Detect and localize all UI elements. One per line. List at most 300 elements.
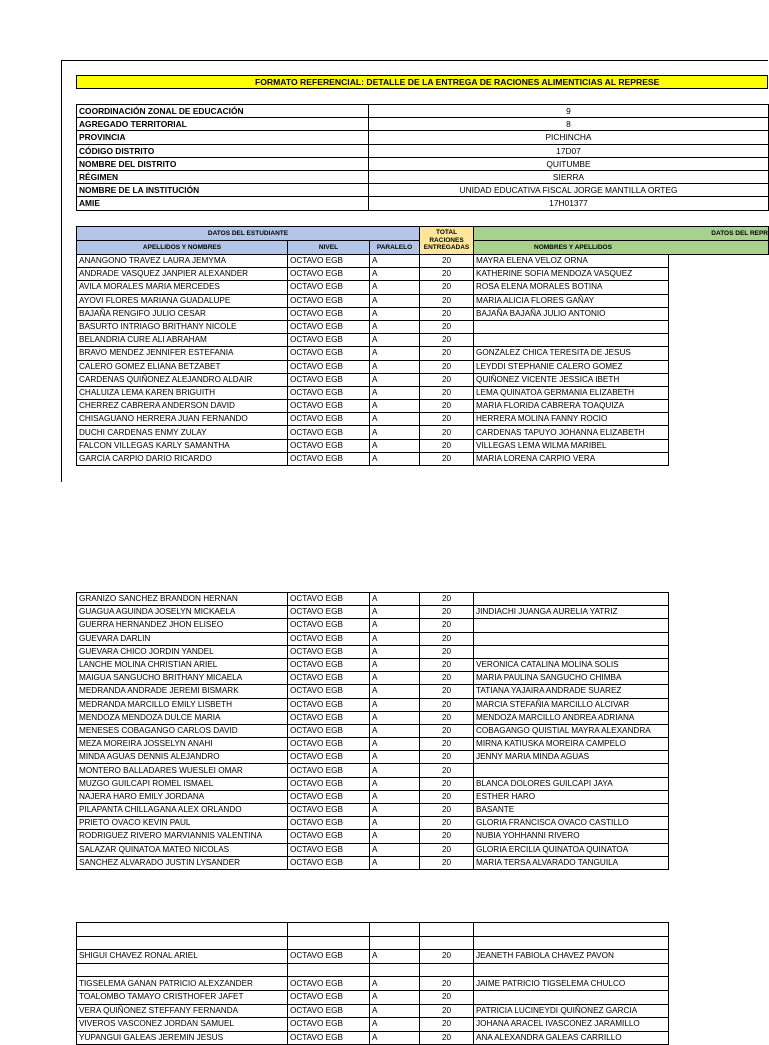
representative-name-cell[interactable]: NUBIA YOHHANNI RIVERO	[474, 830, 669, 843]
parallel-cell[interactable]: A	[370, 281, 420, 294]
student-table-page-2	[76, 592, 669, 870]
table-row	[77, 843, 669, 856]
parallel-cell[interactable]: A	[370, 1004, 420, 1018]
representative-name-cell[interactable]: MARIA PAULINA SANGUCHO CHIMBA	[474, 672, 669, 685]
level-cell[interactable]: OCTAVO EGB	[288, 439, 370, 452]
student-name-cell[interactable]: GUEVARA DARLIN	[77, 632, 288, 645]
representative-name-cell[interactable]: GLORIA FRANCISCA OVACO CASTILLO	[474, 817, 669, 830]
table-row	[77, 751, 669, 764]
representative-name-cell[interactable]: QUIÑONEZ VICENTE JESSICA IBETH	[474, 373, 669, 386]
representative-name-cell[interactable]: GONZALEZ CHICA TERESITA DE JESUS	[474, 347, 669, 360]
rations-total-cell[interactable]: 20	[420, 672, 474, 685]
representative-name-cell[interactable]	[474, 619, 669, 632]
parallel-cell[interactable]: A	[370, 593, 420, 606]
info-value[interactable]: QUITUMBE	[369, 157, 769, 170]
parallel-column-header: PARALELO	[370, 241, 420, 255]
table-row	[77, 426, 669, 439]
representative-name-cell[interactable]: LEYDDI STEPHANIE CALERO GOMEZ	[474, 360, 669, 373]
rations-total-cell[interactable]: 20	[420, 856, 474, 869]
parallel-cell[interactable]: A	[370, 606, 420, 619]
rations-total-cell[interactable]: 20	[420, 1018, 474, 1032]
level-cell[interactable]: OCTAVO EGB	[288, 426, 370, 439]
level-cell[interactable]: OCTAVO EGB	[288, 255, 370, 268]
level-cell[interactable]: OCTAVO EGB	[288, 738, 370, 751]
rations-total-cell[interactable]: 20	[420, 320, 474, 333]
parallel-cell[interactable]: A	[370, 645, 420, 658]
parallel-cell[interactable]: A	[370, 1018, 420, 1032]
table-row	[77, 963, 669, 977]
parallel-cell[interactable]	[370, 923, 420, 937]
student-data-group-header: DATOS DEL ESTUDIANTE	[77, 227, 420, 241]
parallel-cell[interactable]: A	[370, 632, 420, 645]
representative-name-cell[interactable]: JAIME PATRICIO TIGSELEMA CHULCO	[474, 977, 669, 991]
rations-total-cell[interactable]	[420, 923, 474, 937]
student-name-cell[interactable]: SALAZAR QUINATOA MATEO NICOLAS	[77, 843, 288, 856]
table-row	[77, 1018, 669, 1032]
representative-name-cell[interactable]	[474, 632, 669, 645]
rations-total-cell[interactable]: 20	[420, 830, 474, 843]
table-row	[77, 977, 669, 991]
student-name-cell[interactable]: MONTERO BALLADARES WUESLEI OMAR	[77, 764, 288, 777]
table-row	[77, 856, 669, 869]
representative-name-cell[interactable]: BASANTE	[474, 804, 669, 817]
form-title: FORMATO REFERENCIAL: DETALLE DE LA ENTREGA DE RACIONES ALIMENTICIAS AL REPRESE	[255, 77, 660, 87]
level-cell[interactable]: OCTAVO EGB	[288, 658, 370, 671]
info-value[interactable]: 17D07	[369, 144, 769, 157]
level-cell[interactable]: OCTAVO EGB	[288, 360, 370, 373]
table-row	[77, 255, 669, 268]
level-cell[interactable]: OCTAVO EGB	[288, 830, 370, 843]
representative-name-cell[interactable]: GLORIA ERCILIA QUINATOA QUINATOA	[474, 843, 669, 856]
representative-name-cell[interactable]: JENNY MARIA MINDA AGUAS	[474, 751, 669, 764]
rations-total-cell[interactable]: 20	[420, 426, 474, 439]
representative-name-cell[interactable]	[474, 764, 669, 777]
representative-name-cell[interactable]: MARCIA STEFAÑIA MARCILLO ALCIVAR	[474, 698, 669, 711]
representative-name-cell[interactable]: HERRERA MOLINA FANNY ROCIO	[474, 413, 669, 426]
table-row	[77, 738, 669, 751]
parallel-cell[interactable]	[370, 963, 420, 977]
table-row	[77, 320, 669, 333]
parallel-cell[interactable]: A	[370, 817, 420, 830]
table-row	[77, 606, 669, 619]
rations-total-cell[interactable]: 20	[420, 1031, 474, 1045]
parallel-cell[interactable]: A	[370, 439, 420, 452]
rations-total-cell[interactable]: 20	[420, 764, 474, 777]
level-cell[interactable]: OCTAVO EGB	[288, 281, 370, 294]
representative-name-cell[interactable]	[474, 320, 669, 333]
rations-total-cell[interactable]: 20	[420, 777, 474, 790]
info-label[interactable]: COORDINACIÓN ZONAL DE EDUCACIÓN	[77, 105, 369, 118]
table-row	[77, 439, 669, 452]
rations-total-cell[interactable]	[420, 936, 474, 950]
info-label[interactable]: NOMBRE DEL DISTRITO	[77, 157, 369, 170]
parallel-cell[interactable]: A	[370, 658, 420, 671]
student-name-cell[interactable]: MENESES COBAGANGO CARLOS DAVID	[77, 724, 288, 737]
rations-total-cell[interactable]: 20	[420, 347, 474, 360]
student-name-cell[interactable]: GARCIA CARPIO DARIO RICARDO	[77, 452, 288, 465]
table-row	[77, 400, 669, 413]
representative-name-cell[interactable]: PATRICIA LUCINEYDI QUIÑONEZ GARCIA	[474, 1004, 669, 1018]
table-row	[77, 307, 669, 320]
student-name-cell[interactable]: CHISAGUANO HERRERA JUAN FERNANDO	[77, 413, 288, 426]
level-cell[interactable]: OCTAVO EGB	[288, 645, 370, 658]
level-cell[interactable]: OCTAVO EGB	[288, 413, 370, 426]
table-row	[77, 777, 669, 790]
rations-total-cell[interactable]: 20	[420, 738, 474, 751]
student-table-page-1	[76, 254, 669, 466]
student-name-cell[interactable]: GUEVARA CHICO JORDIN YANDEL	[77, 645, 288, 658]
student-name-cell[interactable]: BASURTO INTRIAGO BRITHANY NICOLE	[77, 320, 288, 333]
rations-total-cell[interactable]: 20	[420, 817, 474, 830]
level-cell[interactable]	[288, 936, 370, 950]
rations-total-cell[interactable]: 20	[420, 413, 474, 426]
student-name-cell[interactable]: MINDA AGUAS DENNIS ALEJANDRO	[77, 751, 288, 764]
info-label[interactable]: PROVINCIA	[77, 131, 369, 144]
student-name-cell[interactable]: YUPANGUI GALEAS JEREMIN JESUS	[77, 1031, 288, 1045]
info-label[interactable]: NOMBRE DE LA INSTITUCIÓN	[77, 184, 369, 197]
student-name-cell[interactable]: AYOVI FLORES MARIANA GUADALUPE	[77, 294, 288, 307]
table-row	[77, 268, 669, 281]
rations-total-cell[interactable]: 20	[420, 593, 474, 606]
parallel-cell[interactable]: A	[370, 843, 420, 856]
student-name-cell[interactable]	[77, 923, 288, 937]
info-value[interactable]: 8	[369, 118, 769, 131]
parallel-cell[interactable]: A	[370, 724, 420, 737]
representative-name-cell[interactable]: JEANETH FABIOLA CHAVEZ PAVON	[474, 950, 669, 964]
total-rations-header: TOTAL RACIONES ENTREGADAS	[420, 227, 474, 255]
parallel-cell[interactable]	[370, 936, 420, 950]
level-column-header: NIVEL	[288, 241, 370, 255]
info-value[interactable]: 17H01377	[369, 197, 769, 210]
level-cell[interactable]: OCTAVO EGB	[288, 977, 370, 991]
student-table-page-3	[76, 922, 669, 1045]
rations-total-cell[interactable]: 20	[420, 307, 474, 320]
table-row	[77, 632, 669, 645]
parallel-cell[interactable]: A	[370, 764, 420, 777]
level-cell[interactable]: OCTAVO EGB	[288, 843, 370, 856]
parallel-cell[interactable]: A	[370, 977, 420, 991]
names-column-header: APELLIDOS Y NOMBRES	[77, 241, 288, 255]
table-row	[77, 347, 669, 360]
level-cell[interactable]: OCTAVO EGB	[288, 724, 370, 737]
representative-name-cell[interactable]: MIRNA KATIUSKA MOREIRA CAMPELO	[474, 738, 669, 751]
rations-total-cell[interactable]: 20	[420, 711, 474, 724]
student-name-cell[interactable]: PILAPANTA CHILLAGANA ALEX ORLANDO	[77, 804, 288, 817]
parallel-cell[interactable]: A	[370, 452, 420, 465]
parallel-cell[interactable]: A	[370, 268, 420, 281]
representative-name-cell[interactable]: MARIA FLORIDA CABRERA TOAQUIZA	[474, 400, 669, 413]
representative-name-cell[interactable]	[474, 593, 669, 606]
student-name-cell[interactable]: GUERRA HERNANDEZ JHON ELISEO	[77, 619, 288, 632]
table-row	[77, 711, 669, 724]
student-name-cell[interactable]: PRIETO OVACO KEVIN PAUL	[77, 817, 288, 830]
table-row	[77, 360, 669, 373]
student-name-cell[interactable]: BELANDRIA CURE ALI ABRAHAM	[77, 334, 288, 347]
info-value[interactable]: SIERRA	[369, 170, 769, 183]
table-row	[77, 281, 669, 294]
student-name-cell[interactable]: CHALUIZA LEMA KAREN BRIGUITH	[77, 386, 288, 399]
parallel-cell[interactable]: A	[370, 738, 420, 751]
representative-name-cell[interactable]	[474, 334, 669, 347]
parallel-cell[interactable]: A	[370, 334, 420, 347]
student-name-cell[interactable]: VERA QUIÑONEZ STEFFANY FERNANDA	[77, 1004, 288, 1018]
representative-name-cell[interactable]: JOHANA ARACEL IVASCONEZ JARAMILLO	[474, 1018, 669, 1032]
student-name-cell[interactable]: SHIGUI CHAVEZ RONAL ARIEL	[77, 950, 288, 964]
parallel-cell[interactable]: A	[370, 777, 420, 790]
student-name-cell[interactable]: VIVEROS VASCONEZ JORDAN SAMUEL	[77, 1018, 288, 1032]
representative-name-cell[interactable]	[474, 645, 669, 658]
parallel-cell[interactable]: A	[370, 373, 420, 386]
student-name-cell[interactable]: TOALOMBO TAMAYO CRISTHOFER JAFET	[77, 990, 288, 1004]
rations-total-cell[interactable]: 20	[420, 386, 474, 399]
level-cell[interactable]: OCTAVO EGB	[288, 685, 370, 698]
rations-total-cell[interactable]: 20	[420, 950, 474, 964]
representative-name-cell[interactable]: ROSA ELENA MORALES BOTINA	[474, 281, 669, 294]
rations-total-cell[interactable]: 20	[420, 439, 474, 452]
rations-total-cell[interactable]: 20	[420, 373, 474, 386]
level-cell[interactable]: OCTAVO EGB	[288, 320, 370, 333]
student-name-cell[interactable]: MUZGO GUILCAPI ROMEL ISMAEL	[77, 777, 288, 790]
parallel-cell[interactable]: A	[370, 413, 420, 426]
representative-name-cell[interactable]: COBAGANGO QUISTIAL MAYRA ALEXANDRA	[474, 724, 669, 737]
parallel-cell[interactable]: A	[370, 830, 420, 843]
rations-total-cell[interactable]: 20	[420, 658, 474, 671]
table-row	[77, 672, 669, 685]
level-cell[interactable]: OCTAVO EGB	[288, 1031, 370, 1045]
rations-total-cell[interactable]: 20	[420, 645, 474, 658]
table-row	[77, 990, 669, 1004]
representative-name-cell[interactable]: ESTHER HARO	[474, 790, 669, 803]
rations-total-cell[interactable]: 20	[420, 632, 474, 645]
rations-total-cell[interactable]: 20	[420, 843, 474, 856]
table-row	[77, 386, 669, 399]
representative-name-cell[interactable]: MARIA LORENA CARPIO VERA	[474, 452, 669, 465]
student-name-cell[interactable]	[77, 963, 288, 977]
representative-name-cell[interactable]: MENDOZA MARCILLO ANDREA ADRIANA	[474, 711, 669, 724]
table-row	[77, 923, 669, 937]
level-cell[interactable]: OCTAVO EGB	[288, 606, 370, 619]
parallel-cell[interactable]: A	[370, 307, 420, 320]
rations-total-cell[interactable]: 20	[420, 751, 474, 764]
representative-name-cell[interactable]: MARIA TERSA ALVARADO TANGUILA	[474, 856, 669, 869]
rations-total-cell[interactable]: 20	[420, 400, 474, 413]
parallel-cell[interactable]: A	[370, 698, 420, 711]
table-row	[77, 698, 669, 711]
table-row	[77, 413, 669, 426]
level-cell[interactable]: OCTAVO EGB	[288, 751, 370, 764]
student-name-cell[interactable]: NAJERA HARO EMILY JORDANA	[77, 790, 288, 803]
student-name-cell[interactable]: TIGSELEMA GANAN PATRICIO ALEXZANDER	[77, 977, 288, 991]
representative-name-cell[interactable]: CARDENAS TAPUYO JOHANNA ELIZABETH	[474, 426, 669, 439]
student-name-cell[interactable]: CALERO GOMEZ ELIANA BETZABET	[77, 360, 288, 373]
parallel-cell[interactable]: A	[370, 856, 420, 869]
table-row	[77, 1004, 669, 1018]
student-name-cell[interactable]: BAJAÑA RENGIFO JULIO CESAR	[77, 307, 288, 320]
info-value[interactable]: 9	[369, 105, 769, 118]
level-cell[interactable]: OCTAVO EGB	[288, 1004, 370, 1018]
level-cell[interactable]: OCTAVO EGB	[288, 990, 370, 1004]
rations-total-cell[interactable]: 20	[420, 1004, 474, 1018]
student-name-cell[interactable]: BRAVO MENDEZ JENNIFER ESTEFANIA	[77, 347, 288, 360]
rations-total-cell[interactable]: 20	[420, 281, 474, 294]
rations-total-cell[interactable]: 20	[420, 724, 474, 737]
student-name-cell[interactable]: MEDRANDA MARCILLO EMILY LISBETH	[77, 698, 288, 711]
table-row	[77, 294, 669, 307]
student-name-cell[interactable]: FALCON VILLEGAS KARLY SAMANTHA	[77, 439, 288, 452]
student-name-cell[interactable]: MAIGUA SANGUCHO BRITHANY MICAELA	[77, 672, 288, 685]
parallel-cell[interactable]: A	[370, 347, 420, 360]
table-row	[77, 790, 669, 803]
rations-total-cell[interactable]: 20	[420, 606, 474, 619]
level-cell[interactable]: OCTAVO EGB	[288, 698, 370, 711]
rations-total-cell[interactable]: 20	[420, 698, 474, 711]
table-row	[77, 817, 669, 830]
info-label[interactable]: AMIE	[77, 197, 369, 210]
level-cell[interactable]: OCTAVO EGB	[288, 790, 370, 803]
table-row	[77, 764, 669, 777]
representative-name-cell[interactable]: BAJAÑA BAJAÑA JULIO ANTONIO	[474, 307, 669, 320]
student-name-cell[interactable]: MENDOZA MENDOZA DULCE MARIA	[77, 711, 288, 724]
student-name-cell[interactable]: ANANGONO TRAVEZ LAURA JEMYMA	[77, 255, 288, 268]
rations-total-cell[interactable]: 20	[420, 334, 474, 347]
rations-total-cell[interactable]	[420, 963, 474, 977]
table-row	[77, 645, 669, 658]
info-label[interactable]: RÉGIMEN	[77, 170, 369, 183]
level-cell[interactable]: OCTAVO EGB	[288, 307, 370, 320]
parallel-cell[interactable]: A	[370, 790, 420, 803]
level-cell[interactable]: OCTAVO EGB	[288, 672, 370, 685]
representative-name-cell[interactable]: MARIA ALICIA FLORES GAÑAY	[474, 294, 669, 307]
rations-total-cell[interactable]: 20	[420, 294, 474, 307]
level-cell[interactable]: OCTAVO EGB	[288, 268, 370, 281]
level-cell[interactable]: OCTAVO EGB	[288, 347, 370, 360]
level-cell[interactable]: OCTAVO EGB	[288, 1018, 370, 1032]
level-cell[interactable]: OCTAVO EGB	[288, 817, 370, 830]
table-row	[77, 334, 669, 347]
level-cell[interactable]: OCTAVO EGB	[288, 856, 370, 869]
parallel-cell[interactable]: A	[370, 400, 420, 413]
parallel-cell[interactable]: A	[370, 950, 420, 964]
level-cell[interactable]	[288, 963, 370, 977]
rations-total-cell[interactable]: 20	[420, 452, 474, 465]
representative-name-cell[interactable]: BLANCA DOLORES GUILCAPI JAYA	[474, 777, 669, 790]
parallel-cell[interactable]: A	[370, 294, 420, 307]
parallel-cell[interactable]: A	[370, 320, 420, 333]
rations-total-cell[interactable]: 20	[420, 360, 474, 373]
student-name-cell[interactable]: AVILA MORALES MARIA MERCEDES	[77, 281, 288, 294]
representative-name-cell[interactable]: VERONICA CATALINA MOLINA SOLIS	[474, 658, 669, 671]
student-name-cell[interactable]: GRANIZO SANCHEZ BRANDON HERNAN	[77, 593, 288, 606]
rations-total-cell[interactable]: 20	[420, 804, 474, 817]
level-cell[interactable]: OCTAVO EGB	[288, 334, 370, 347]
level-cell[interactable]: OCTAVO EGB	[288, 632, 370, 645]
rations-total-cell[interactable]: 20	[420, 255, 474, 268]
level-cell[interactable]	[288, 923, 370, 937]
representative-name-cell[interactable]: VILLEGAS LEMA WILMA MARIBEL	[474, 439, 669, 452]
table-row	[77, 724, 669, 737]
level-cell[interactable]: OCTAVO EGB	[288, 386, 370, 399]
student-name-cell[interactable]: SANCHEZ ALVARADO JUSTIN LYSANDER	[77, 856, 288, 869]
representative-name-cell[interactable]	[474, 990, 669, 1004]
rations-total-cell[interactable]: 20	[420, 619, 474, 632]
rations-total-cell[interactable]: 20	[420, 685, 474, 698]
parallel-cell[interactable]: A	[370, 804, 420, 817]
info-value[interactable]: PICHINCHA	[369, 131, 769, 144]
parallel-cell[interactable]: A	[370, 685, 420, 698]
student-name-cell[interactable]: GUAGUA AGUINDA JOSELYN MICKAELA	[77, 606, 288, 619]
parallel-cell[interactable]: A	[370, 711, 420, 724]
table-row	[77, 830, 669, 843]
level-cell[interactable]: OCTAVO EGB	[288, 619, 370, 632]
level-cell[interactable]: OCTAVO EGB	[288, 764, 370, 777]
representative-name-cell[interactable]: KATHERINE SOFIA MENDOZA VASQUEZ	[474, 268, 669, 281]
student-name-cell[interactable]: CARDENAS QUIÑONEZ ALEJANDRO ALDAIR	[77, 373, 288, 386]
level-cell[interactable]: OCTAVO EGB	[288, 711, 370, 724]
parallel-cell[interactable]: A	[370, 426, 420, 439]
representative-name-cell[interactable]: ANA ALEXANDRA GALEAS CARRILLO	[474, 1031, 669, 1045]
table-row	[77, 685, 669, 698]
level-cell[interactable]: OCTAVO EGB	[288, 400, 370, 413]
representative-name-cell[interactable]: JINDIACHI JUANGA AURELIA YATRIZ	[474, 606, 669, 619]
student-name-cell[interactable]: ANDRADE VASQUEZ JANPIER ALEXANDER	[77, 268, 288, 281]
level-cell[interactable]: OCTAVO EGB	[288, 294, 370, 307]
parallel-cell[interactable]: A	[370, 386, 420, 399]
student-name-cell[interactable]: MEZA MOREIRA JOSSELYN ANAHI	[77, 738, 288, 751]
parallel-cell[interactable]: A	[370, 751, 420, 764]
level-cell[interactable]: OCTAVO EGB	[288, 950, 370, 964]
info-label[interactable]: AGREGADO TERRITORIAL	[77, 118, 369, 131]
representative-name-cell[interactable]: MAYRA ELENA VELOZ ORNA	[474, 255, 669, 268]
level-cell[interactable]: OCTAVO EGB	[288, 373, 370, 386]
student-name-cell[interactable]: CHERREZ CABRERA ANDERSON DAVID	[77, 400, 288, 413]
rations-total-cell[interactable]: 20	[420, 790, 474, 803]
info-value[interactable]: UNIDAD EDUCATIVA FISCAL JORGE MANTILLA ORTEG	[369, 184, 769, 197]
table-row	[77, 658, 669, 671]
rations-total-cell[interactable]: 20	[420, 977, 474, 991]
info-label[interactable]: CÓDIGO DISTRITO	[77, 144, 369, 157]
student-name-cell[interactable]	[77, 936, 288, 950]
table-row	[77, 619, 669, 632]
parallel-cell[interactable]: A	[370, 672, 420, 685]
representative-name-cell[interactable]: LEMA QUINATOA GERMANIA ELIZABETH	[474, 386, 669, 399]
representative-name-cell[interactable]	[474, 936, 669, 950]
table-row	[77, 950, 669, 964]
parallel-cell[interactable]: A	[370, 1031, 420, 1045]
table-row	[77, 452, 669, 465]
level-cell[interactable]: OCTAVO EGB	[288, 593, 370, 606]
student-name-cell[interactable]: LANCHE MOLINA CHRISTIAN ARIEL	[77, 658, 288, 671]
table-row	[77, 593, 669, 606]
representative-name-cell[interactable]: TATIANA YAJAIRA ANDRADE SUAREZ	[474, 685, 669, 698]
parallel-cell[interactable]: A	[370, 255, 420, 268]
table-row	[77, 804, 669, 817]
representative-data-group-header: DATOS DEL REPR	[474, 227, 769, 241]
parallel-cell[interactable]: A	[370, 619, 420, 632]
rations-total-cell[interactable]: 20	[420, 990, 474, 1004]
parallel-cell[interactable]: A	[370, 990, 420, 1004]
rations-total-cell[interactable]: 20	[420, 268, 474, 281]
student-name-cell[interactable]: MEDRANDA ANDRADE JEREMI BISMARK	[77, 685, 288, 698]
representative-name-cell[interactable]	[474, 963, 669, 977]
level-cell[interactable]: OCTAVO EGB	[288, 804, 370, 817]
level-cell[interactable]: OCTAVO EGB	[288, 452, 370, 465]
parallel-cell[interactable]: A	[370, 360, 420, 373]
student-name-cell[interactable]: RODRIGUEZ RIVERO MARVIANNIS VALENTINA	[77, 830, 288, 843]
representative-names-column-header: NOMBRES Y APELLIDOS	[474, 241, 769, 255]
student-name-cell[interactable]: DUCHI CARDENAS ENMY ZULAY	[77, 426, 288, 439]
level-cell[interactable]: OCTAVO EGB	[288, 777, 370, 790]
representative-name-cell[interactable]	[474, 923, 669, 937]
